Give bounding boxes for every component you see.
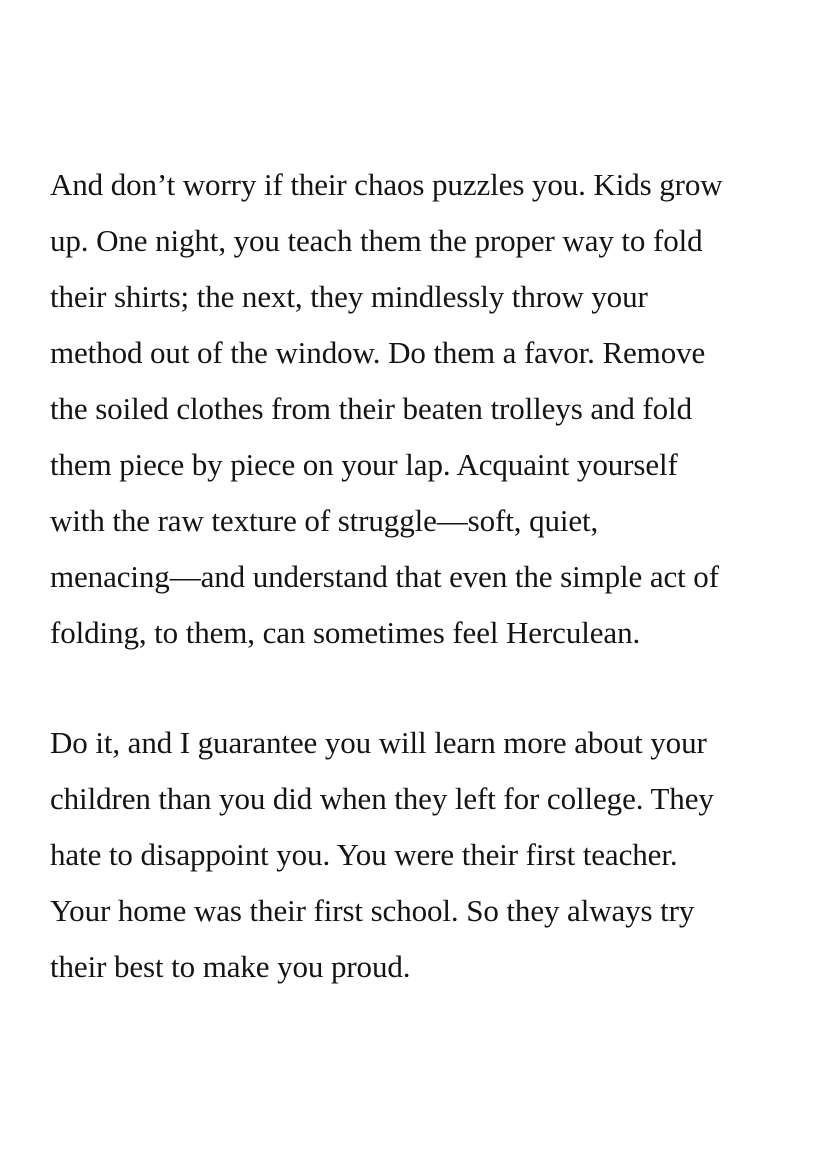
text-line: them piece by piece on your lap. Acquaint yourself <box>50 447 678 482</box>
text-line: their shirts; the next, they mindlessly throw your <box>50 279 648 314</box>
text-line: their best to make you proud. <box>50 949 411 984</box>
text-line: the soiled clothes from their beaten trolleys and fold <box>50 391 692 426</box>
paragraph-2 <box>50 715 714 995</box>
text-line: And don’t worry if their chaos puzzles you. Kids grow <box>50 167 723 202</box>
text-line: Your home was their first school. So they always try <box>50 893 695 928</box>
text-line: hate to disappoint you. You were their first teacher. <box>50 837 678 872</box>
text-line: menacing—and understand that even the simple act of <box>50 559 719 594</box>
text-line: with the raw texture of struggle—soft, quiet, <box>50 503 599 538</box>
text-line: method out of the window. Do them a favor. Remove <box>50 335 706 370</box>
text-line: folding, to them, can sometimes feel Herculean. <box>50 615 641 650</box>
paragraph-1 <box>50 157 723 661</box>
text-line: children than you did when they left for college. They <box>50 781 714 816</box>
text-line: up. One night, you teach them the proper way to fold <box>50 223 703 258</box>
text-line: Do it, and I guarantee you will learn more about your <box>50 725 707 760</box>
